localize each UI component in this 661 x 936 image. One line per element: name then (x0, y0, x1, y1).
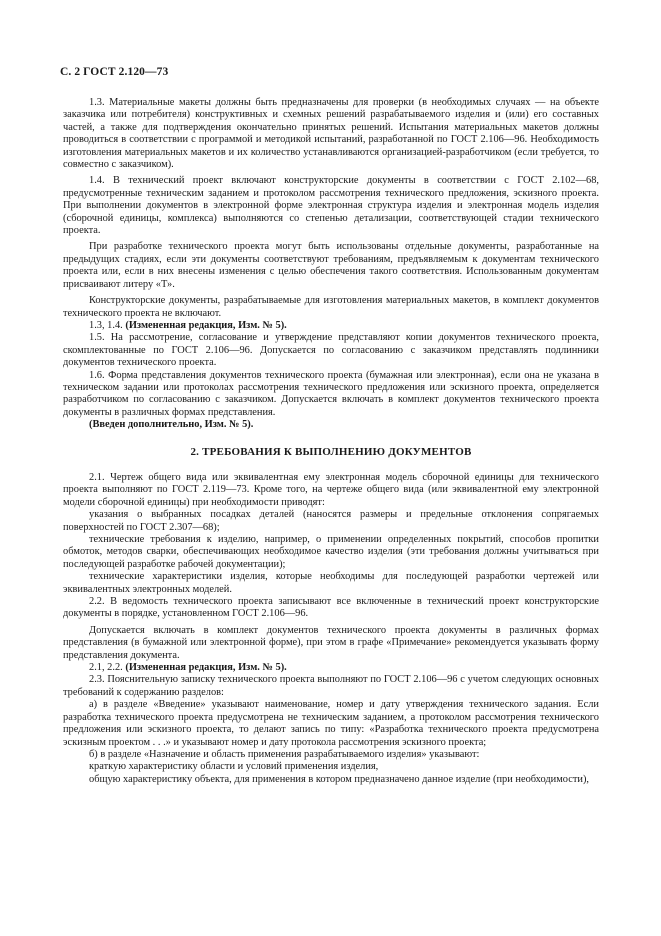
amendment-note-2 (63, 419, 599, 431)
amendment-note-1 (63, 320, 599, 332)
paragraph-1-6: 1.6. Форма представления документов технического проекта (бумажная или электронная), если она не указана в техническом задании или протоколах рассмотрения технического предложения или эскизного проекта, определяется разработчиком по согласованию с заказчиком. Допускается включать в комплект документов технического проекта документы в различных формах представления. (63, 369, 599, 418)
amendment-ref: 2.1, 2.2. (89, 662, 126, 674)
amendment-text: (Введен дополнительно, Изм. № 5). (89, 419, 254, 431)
paragraph-2-3-b-2: общую характеристику объекта, для применения в котором предназначено данное изделие (при необходимости), (89, 773, 590, 785)
amendment-ref: 1.3, 1.4. (89, 319, 126, 331)
paragraph-2-1: 2.1. Чертеж общего вида или эквивалентная ему электронная модель сборочной единицы для технического проекта выполняют по ГОСТ 2.119—73. Кроме того, на чертеже общего вида (или эквивалентной ему электронной модели сборочной единицы) при необходимости приводят: (63, 471, 599, 508)
paragraph-1-3: 1.3. Материальные макеты должны быть предназначены для проверки (в необходимых случаях — на объекте заказчика или потребителя) конструктивных и схемных решений разрабатываемого изделия и (или) его составных частей, а также для подтверждения окончательно принятых решений. Испытания материальных макетов должны проводиться в соответствии с программой и методикой испытаний, разработанной по ГОСТ 2.106—96. Необходимость изготовления материальных макетов и их количество устанавливаются организацией-разработчиком (если требуется, то совместно с заказчиком). (63, 97, 599, 171)
amendment-text: (Измененная редакция, Изм. № 5). (125, 319, 287, 331)
amendment-note-3 (63, 662, 599, 674)
paragraph-1-4-continued: При разработке технического проекта могут быть использованы отдельные документы, разработанные на предыдущих стадиях, если эти документы соответствуют требованиям, предъявляемым к документам технического проекта или, если в них внесены изменения с целью обеспечения такого соответствия. Использованным документам присваивают литеру «Т». (63, 241, 599, 290)
paragraph-1-4-models: Конструкторские документы, разрабатываемые для изготовления материальных макетов, в комплект документов технического проекта не включают. (63, 295, 599, 319)
paragraph-1-5: 1.5. На рассмотрение, согласование и утверждение представляют копии документов технического проекта, скомплектованные по ГОСТ 2.106—96. Допускается по согласованию с заказчиком представлять подлинники документов технического проекта. (63, 332, 599, 369)
paragraph-2-3-b-1: краткую характеристику области и условий применения изделия, (89, 761, 379, 773)
paragraph-2-3-b: б) в разделе «Назначение и область применения разрабатываемого изделия» указывают: (89, 748, 480, 760)
paragraph-2-1-fits: указания о выбранных посадках деталей (наносятся размеры и предельные отклонения сопрягаемых поверхностей по ГОСТ 2.307—68); (63, 509, 599, 533)
paragraph-2-1-characteristics: технические характеристики изделия, которые необходимы для последующей разработки чертежей или эквивалентных электронных моделей. (63, 571, 599, 595)
paragraph-2-2: 2.2. В ведомость технического проекта записывают все включенные в технический проект конструкторские документы в порядке, установленном ГОСТ 2.106—96. (63, 596, 599, 620)
document-body (63, 97, 599, 786)
section-2-heading: 2. ТРЕБОВАНИЯ К ВЫПОЛНЕНИЮ ДОКУМЕНТОВ (190, 445, 472, 458)
page-header: С. 2 ГОСТ 2.120—73 (60, 66, 169, 78)
paragraph-2-2-forms: Допускается включать в комплект документов технического проекта документы в различных формах представления (в бумажной или электронной форме), при этом в графе «Примечание» рекомендуется указывать форму представления документа. (63, 624, 599, 661)
paragraph-2-3: 2.3. Пояснительную записку технического проекта выполняют по ГОСТ 2.106—96 с учетом следующих основных требований к содержанию разделов: (63, 674, 599, 698)
paragraph-1-4: 1.4. В технический проект включают конструкторские документы в соответствии с ГОСТ 2.102—68, предусмотренные техническим заданием и протоколом рассмотрения технического предложения, эскизного проекта. При выполнении документов в электронной форме электронная структура изделия и электронная модель изделия (сборочной единицы, комплекса) выполняются со степенью детализации, соответствующей стадии технического проекта. (63, 175, 599, 237)
amendment-text: (Измененная редакция, Изм. № 5). (125, 662, 287, 674)
paragraph-2-1-requirements: технические требования к изделию, например, о применении определенных покрытий, способов пропитки обмоток, методов сварки, обеспечивающих необходимое качество изделия (эти требования должны учитываться при последующей разработке рабочей документации); (63, 534, 599, 570)
paragraph-2-3-a: а) в разделе «Введение» указывают наименование, номер и дату утверждения технического задания. Если разработка технического проекта предусмотрена не техническим заданием, а протоколом рассмотрения технического предложения или эскизного проекта, то делают запись по типу: «Разработка технического проекта предусмотрена эскизным проектом . . .» и указывают номер и дату протокола рассмотрения эскизного проекта; (63, 699, 599, 748)
